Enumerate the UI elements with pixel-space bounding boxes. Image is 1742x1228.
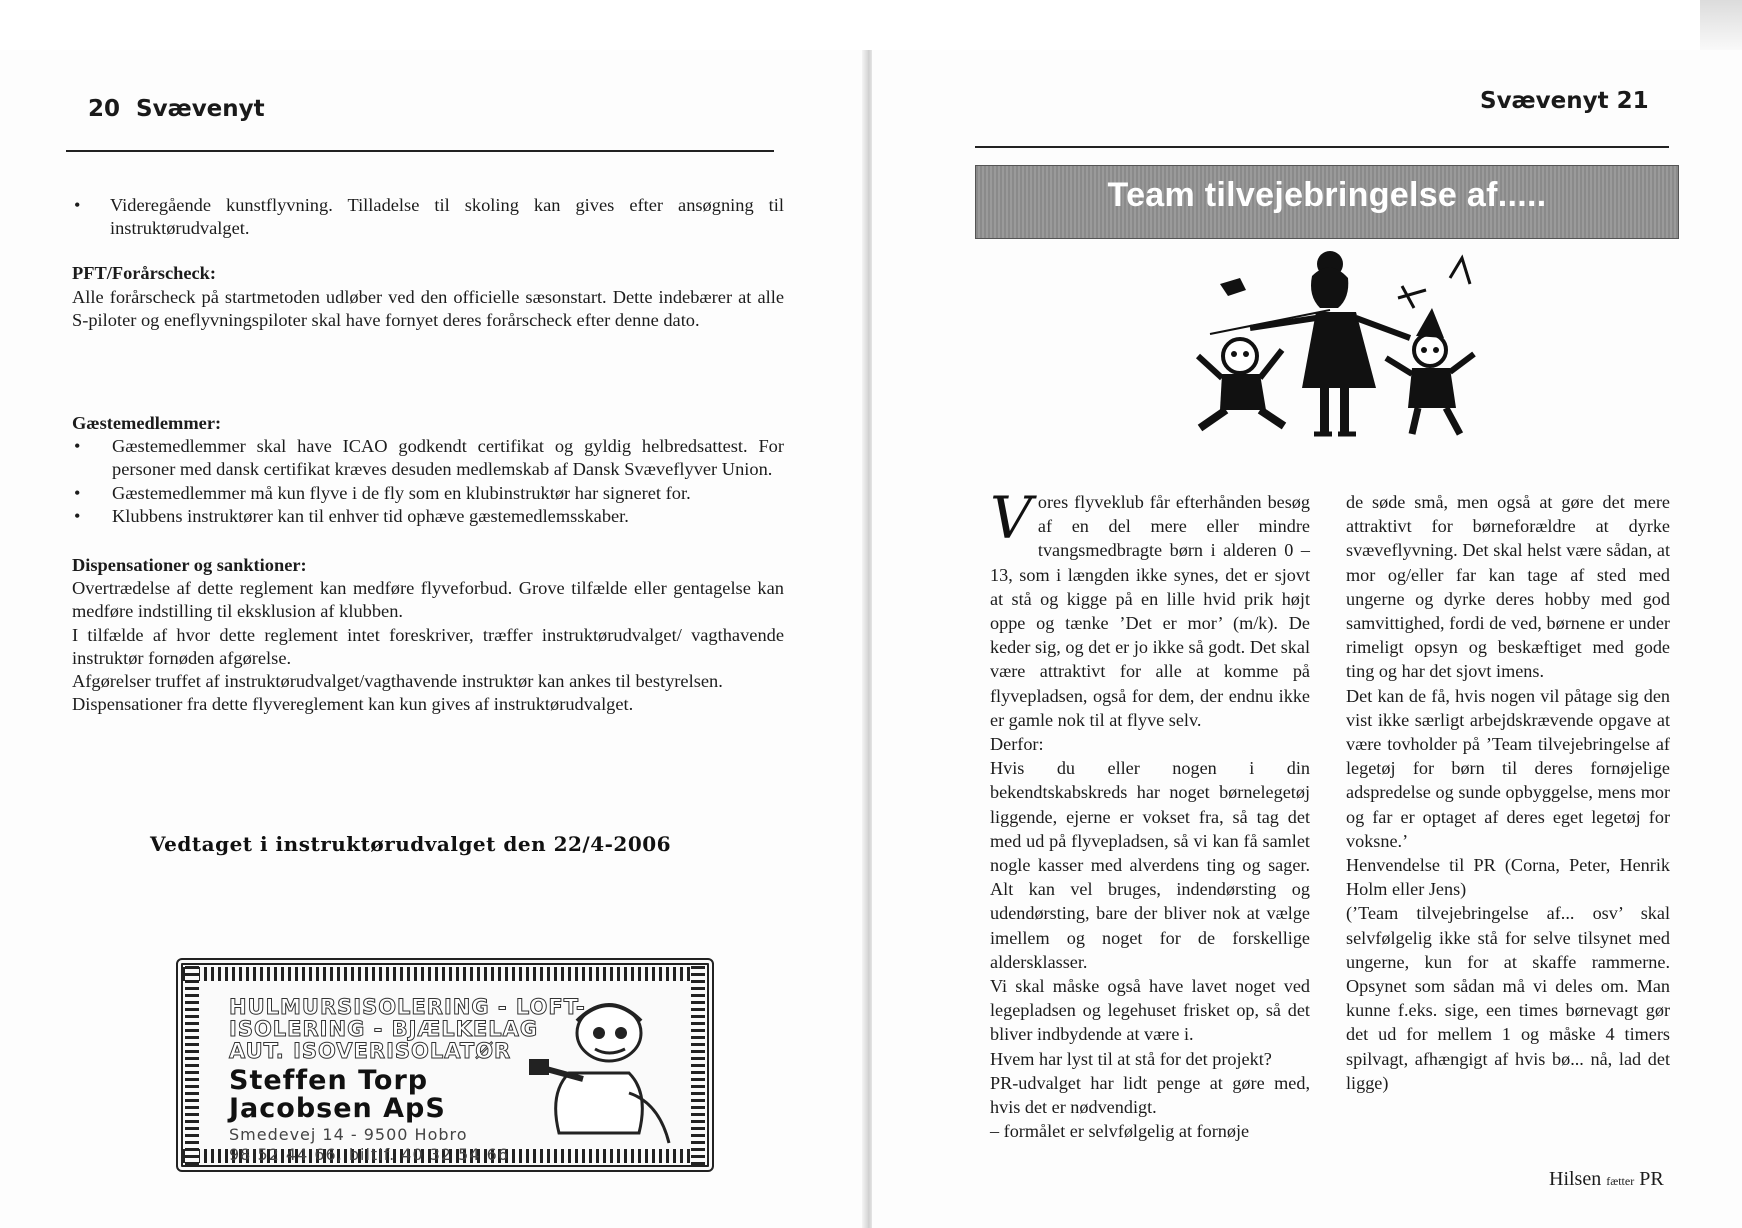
sanctions-paragraph: Afgørelser truffet af instruktørudvalget/vagthavende instruktør kan ankes til bestyrelsen. [72,671,723,692]
ad-address: Smedevej 14 - 9500 Hobro [229,1125,468,1144]
ad-company-name: Steffen Torp [229,1065,429,1096]
guests-bullet: • Klubbens instruktører kan til enhver tid ophæve gæstemedlemsskaber. [74,505,629,526]
guests-bullet-text: Klubbens instruktører kan til enhver tid ophæve gæstemedlemsskaber. [112,505,629,526]
sanctions-paragraph: Dispensationer fra dette flyvereglement kan kun gives af instruktørudvalget. [72,694,634,715]
intro-bullet: • Videregående kunstflyvning. Tilladelse til skoling kan gives efter ansøgning til instruktørudvalget. [74,195,784,239]
worker-cartoon-icon [529,993,679,1153]
sanctions-paragraph: I tilfælde af hvor dette reglement intet foreskriver, træffer instruktørudvalget/ vagthavende instruktør fornøden afgørelse. [72,624,784,668]
article-paragraph: Vi skal måske også have lavet noget ved legepladsen og legehuset frisket op, så det bliver indbydende at være i. [990,976,1310,1045]
adoption-statement: Vedtaget i instruktørudvalget den 22/4-2006 [150,832,672,856]
article-paragraph: Henvendelse til PR (Corna, Peter, Henrik Holm eller Jens) [1346,855,1670,900]
guests-bullet: • Gæstemedlemmer skal have ICAO godkendt certifikat og gyldig helbredsattest. For personer med dansk certifikat kræves desuden medlemskab af Dansk Svæveflyver Union. [74,436,784,480]
intro-bullet-text: Videregående kunstflyvning. Tilladelse til skoling kan gives efter ansøgning til instruktørudvalget. [110,195,784,239]
scan-top-margin [0,0,1742,50]
ad-border [185,965,199,1165]
advertisement [176,958,714,1172]
sanctions-heading: Dispensationer og sanktioner: [72,555,307,576]
left-page-number: 20 [88,96,121,122]
right-header-rule [975,146,1669,148]
article-column-1 [990,484,1310,1143]
guests-bullet-text: Gæstemedlemmer skal have ICAO godkendt certifikat og gyldig helbredsattest. For personer med dansk certifikat kræves desuden medlemskab af Dansk Svæveflyver Union. [112,436,784,480]
guests-bullet-text: Gæstemedlemmer må kun flyve i de fly som en klubinstruktør har signeret for. [112,482,691,503]
left-header-rule [66,150,774,152]
guests-heading: Gæstemedlemmer: [72,413,222,434]
ad-line: ISOLERING - BJÆLKELAG [229,1017,539,1041]
left-body [72,194,784,716]
article-paragraph: PR-udvalget har lidt penge at gøre med, hvis det er nødvendigt. [990,1072,1310,1118]
drop-cap: V [990,484,1032,552]
right-page-number: 21 [1616,88,1649,114]
article-paragraph: Hvem har lyst til at stå for det projekt? [990,1048,1272,1069]
article-paragraph: – formålet er selvfølgelig at fornøje [990,1121,1250,1142]
article-paragraph: Det kan de få, hvis nogen vil påtage sig den vist ikke særligt arbejdskrævende opgave at være tovholder på ’Team tilvejebringelse af legetøj for børn til deres fornøjelige adspredelse og sunde opbyggelse, mens mor og far er optaget af deres eget legetøj for voksne.’ [1346,685,1670,851]
pft-heading: PFT/Forårscheck: [72,263,217,284]
article-paragraph: Derfor: [990,734,1044,755]
article-banner [975,165,1679,239]
family-illustration [1180,238,1480,448]
left-running-title: Svævenyt [136,96,265,122]
article-paragraph: Vores flyveklub får efterhånden besøg af en del mere eller mindre tvangsmedbragte børn i alderen 0 – 13, som i længden ikke synes, det er sjovt at stå og kigge på en lille hvid prik højt oppe og tænke ’Det er mor’ (m/k). De keder sig, og det er jo ikke så godt. Det skal være attraktivt for alle at komme på flyvepladsen, også for dem, der endnu ikke er gamle nok til at flyve selv. [990,484,1310,730]
article-column-2 [1346,490,1670,1095]
article-signature: Hilsen fætter PR [1549,1168,1664,1190]
sanctions-paragraph: Overtrædelse af dette reglement kan medføre flyveforbud. Grove tilfælde eller gentagelse kan medføre indstilling til eksklusion af klubben. [72,578,784,622]
right-running-head [1480,88,1649,114]
article-paragraph: (’Team tilvejebringelse af... osv’ skal selvfølgelig ikke stå for selve tilsynet med ungerne, kun for at skaffe rammerne. Opsynet som sådan må vi deles om. Man kunne f.eks. sige, een times børnevagt gør det ud for mellem 1 og måske 4 timers spilvagt, afhængigt af hvis bø... nå, lad det ligge) [1346,903,1670,1093]
ad-phone: 98 52 44 66, biltlf. 40 32 54 66 [229,1145,509,1164]
ad-company-name: Jacobsen ApS [229,1093,446,1124]
right-running-title: Svævenyt [1480,88,1609,114]
guests-bullet: • Gæstemedlemmer må kun flyve i de fly som en klubinstruktør har signeret for. [74,482,691,503]
ad-line: AUT. ISOVERISOLATØR [229,1039,512,1063]
left-running-head [88,96,265,122]
ad-line: HULMURSISOLERING - LOFT- [229,995,586,1019]
ad-border [183,967,707,981]
ad-border [691,965,705,1165]
article-paragraph: Hvis du eller nogen i din bekendtskabskreds har noget børnelegetøj liggende, ejerne er vokset fra, så tag det med ud på flyvepladsen, så vi kan få samlet nogle kasser med alverdens ting og sager. Alt kan vel bruges, indendørsting og udendørsting, bare der bliver nok at vælge imellem og noget for de forskellige aldersklasser. [990,758,1310,972]
article-title: Team tilvejebringelse af..... [1107,176,1547,214]
pft-text: Alle forårscheck på startmetoden udløber ved den officielle sæsonstart. Dette indebærer at alle S-piloter og eneflyvningspiloter skal have fornyet deres forårscheck efter denne dato. [72,286,784,330]
article-paragraph: de søde små, men også at gøre det mere attraktivt for børneforældre at dyrke svæveflyvning. Det skal helst være sådan, at mor og/eller far kan tage af sted med ungerne og dyrke deres hobby med god samvittighed, fordi de ved, børnene er under rimeligt opsyn og beskæftiget med gode ting og har det sjovt imens. [1346,492,1670,682]
